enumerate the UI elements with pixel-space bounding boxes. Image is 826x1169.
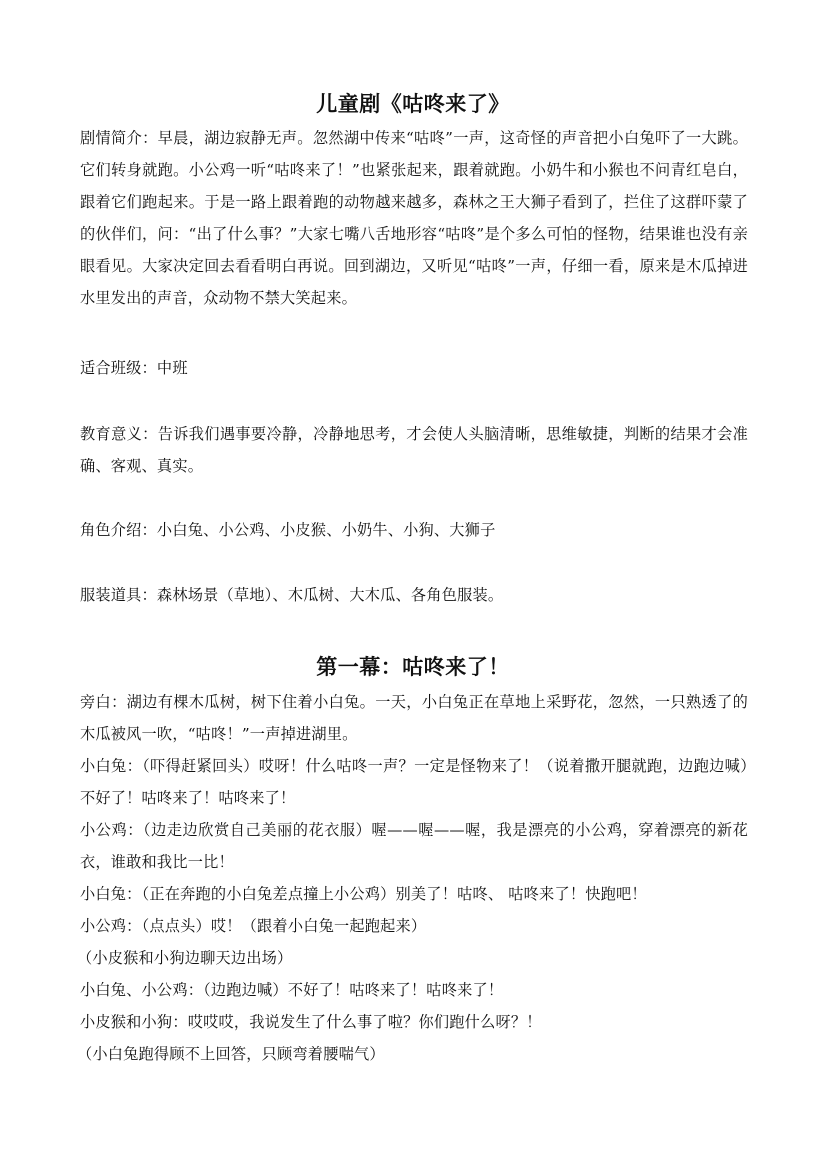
script-line-rooster: 小公鸡：（边走边欣赏自己美丽的花衣服）喔——喔——喔，我是漂亮的小公鸡，穿着漂亮的新花衣，谁敢和我比一比！ <box>80 821 748 871</box>
script-line-rabbit: 小白兔：（吓得赶紧回头）哎呀！什么咕咚一声？一定是怪物来了！（说着撒开腿就跑，边跑边喊）不好了！咕咚来了！咕咚来了！ <box>80 757 748 807</box>
meaning-paragraph: 教育意义：告诉我们遇事要冷静，冷静地思考，才会使人头脑清晰，思维敏捷，判断的结果才会准确、客观、真实。 <box>80 425 748 475</box>
synopsis-paragraph: 剧情简介：早晨，湖边寂静无声。忽然湖中传来“咕咚”一声，这奇怪的声音把小白兔吓了一大跳。它们转身就跑。小公鸡一听“咕咚来了！”也紧张起来，跟着就跑。小奶牛和小猴也不问青红皂白，跟着它们跑起来。于是一路上跟着跑的动物越来越多，森林之王大狮子看到了，拦住了这群吓蒙了的伙伴们，问：“出了什么事？”大家七嘴八舌地形容“咕咚”是个多么可怕的怪物，结果谁也没有亲眼看见。大家决定回去看看明白再说。回到湖边，又听见“咕咚”一声，仔细一看，原来是木瓜掉进水里发出的声音，众动物不禁大笑起来。 <box>80 129 748 307</box>
script-line-rabbit-rooster: 小白兔、小公鸡：（边跑边喊）不好了！咕咚来了！咕咚来了！ <box>80 981 504 999</box>
act-one-script <box>77 686 748 1070</box>
script-line-rabbit: 小白兔：（正在奔跑的小白兔差点撞上小公鸡）别美了！咕咚、 咕咚来了！快跑吧！ <box>80 885 647 903</box>
act-one-title: 第一幕：咕咚来了！ <box>316 655 510 679</box>
roles-paragraph: 角色介绍：小白兔、小公鸡、小皮猴、小奶牛、小狗、大狮子 <box>80 521 496 539</box>
stage-direction: （小皮猴和小狗边聊天边出场） <box>77 949 293 967</box>
grade-paragraph: 适合班级：中班 <box>80 359 188 377</box>
script-line-rooster: 小公鸡：（点点头）哎！（跟着小白兔一起跑起来） <box>80 917 427 935</box>
document-title: 儿童剧《咕咚来了》 <box>316 92 510 116</box>
script-line-monkey-dog: 小皮猴和小狗：哎哎哎，我说发生了什么事了啦？你们跑什么呀？！ <box>80 1013 542 1031</box>
script-line-narrator: 旁白：湖边有棵木瓜树，树下住着小白兔。一天，小白兔正在草地上采野花，忽然，一只熟透了的木瓜被风一吹，“咕咚！”一声掉进湖里。 <box>80 693 748 743</box>
stage-direction: （小白兔跑得顾不上回答，只顾弯着腰喘气） <box>77 1045 385 1063</box>
props-paragraph: 服装道具：森林场景（草地）、木瓜树、大木瓜、各角色服装。 <box>80 586 504 604</box>
